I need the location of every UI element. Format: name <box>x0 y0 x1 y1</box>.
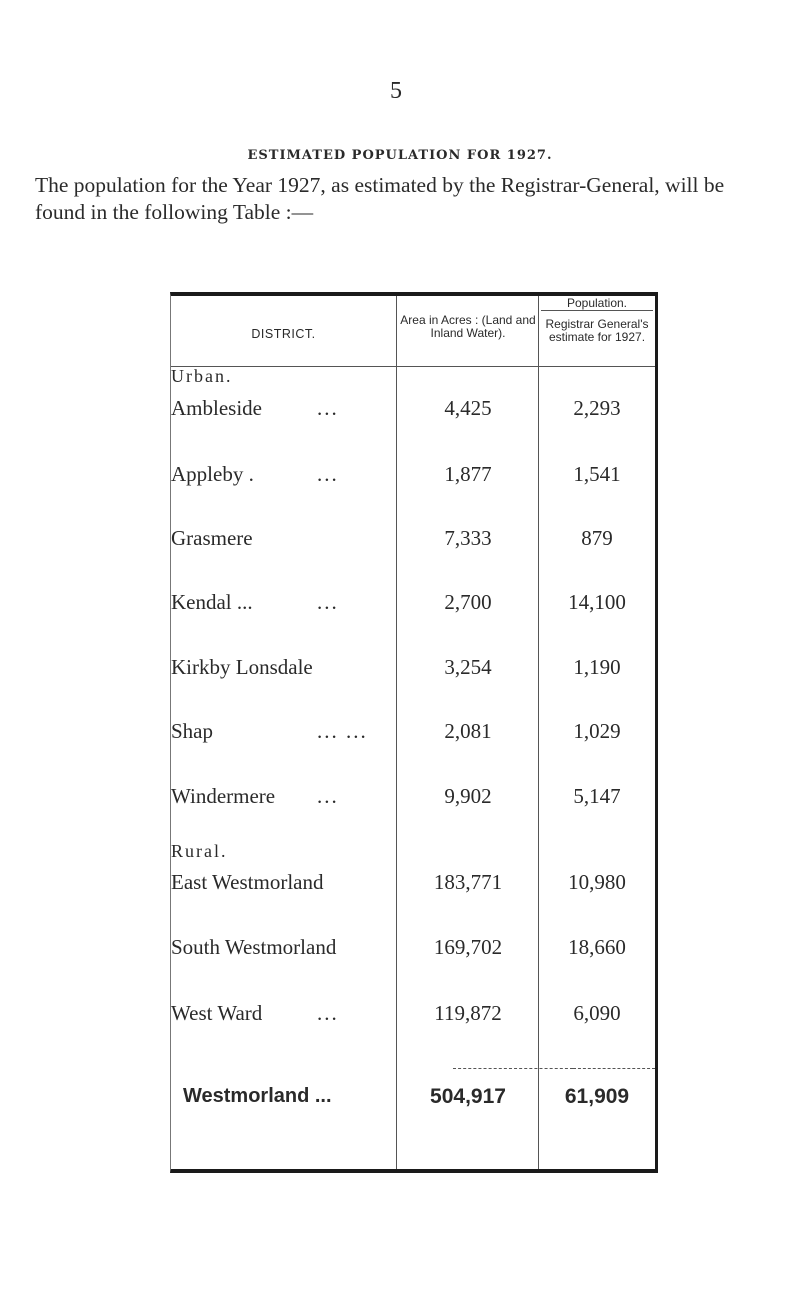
population-value: 14,100 <box>568 590 626 614</box>
table-row <box>171 462 655 492</box>
table-row <box>171 935 655 965</box>
leader-dots: ... <box>317 396 339 420</box>
area-value: 2,081 <box>444 719 492 743</box>
district-name: East Westmorland <box>171 870 324 894</box>
population-value: 18,660 <box>568 935 626 959</box>
total-row <box>171 1085 655 1115</box>
district-name: Appleby . <box>171 462 254 486</box>
total-population: 61,909 <box>564 1085 630 1108</box>
population-rule <box>541 310 653 311</box>
leader-dots: ... ... <box>317 719 368 743</box>
area-value: 2,700 <box>444 590 492 614</box>
population-value: 1,190 <box>573 655 621 679</box>
population-value: 5,147 <box>573 784 621 808</box>
leader-dots: ... <box>317 462 339 486</box>
district-name: Grasmere <box>171 526 253 550</box>
table-row <box>171 655 655 685</box>
page-number: 5 <box>390 78 402 104</box>
table-row <box>171 396 655 426</box>
area-value: 119,872 <box>434 1001 502 1025</box>
population-value: 10,980 <box>568 870 626 894</box>
page-heading: ESTIMATED POPULATION FOR 1927. <box>247 148 553 163</box>
table-row <box>171 1001 655 1031</box>
district-name: Ambleside <box>171 396 262 420</box>
header-population: Population. <box>566 296 628 310</box>
population-value: 6,090 <box>573 1001 621 1025</box>
total-rule <box>573 1068 655 1069</box>
district-name: Shap <box>171 719 213 743</box>
area-value: 3,254 <box>444 655 492 679</box>
population-value: 2,293 <box>573 396 621 420</box>
district-name: Kirkby Lonsdale <box>171 655 313 679</box>
table-row <box>171 719 655 749</box>
area-value: 183,771 <box>433 870 503 894</box>
district-name: South Westmorland <box>171 935 337 959</box>
district-name: Kendal ... <box>171 590 253 614</box>
table-row <box>171 784 655 814</box>
section-rural: Rural. <box>171 841 228 861</box>
table-row <box>171 526 655 556</box>
population-value: 879 <box>581 526 613 550</box>
header-estimate: Registrar General's estimate for 1927. <box>545 317 649 344</box>
intro-paragraph: The population for the Year 1927, as estimated by the Registrar-General, will be found in the following Table :— <box>35 173 725 224</box>
header-rule <box>171 366 655 367</box>
leader-dots: ... <box>317 784 339 808</box>
area-value: 1,877 <box>444 462 492 486</box>
leader-dots: ... <box>317 590 339 614</box>
table-row <box>171 870 655 900</box>
area-value: 169,702 <box>433 935 503 959</box>
area-value: 9,902 <box>444 784 492 808</box>
district-name: Windermere <box>171 784 276 808</box>
area-value: 7,333 <box>444 526 492 550</box>
area-value: 4,425 <box>444 396 492 420</box>
header-district: DISTRICT. <box>251 327 316 341</box>
district-name: West Ward <box>171 1001 263 1025</box>
header-area: Area in Acres : (Land and Inland Water). <box>400 313 536 340</box>
section-urban: Urban. <box>171 366 233 386</box>
population-table <box>170 292 658 1173</box>
total-label: Westmorland ... <box>183 1085 332 1107</box>
total-area: 504,917 <box>430 1085 506 1108</box>
population-value: 1,029 <box>573 719 621 743</box>
leader-dots: ... <box>317 1001 339 1025</box>
table-row <box>171 590 655 620</box>
population-value: 1,541 <box>573 462 621 486</box>
total-rule <box>453 1068 573 1069</box>
